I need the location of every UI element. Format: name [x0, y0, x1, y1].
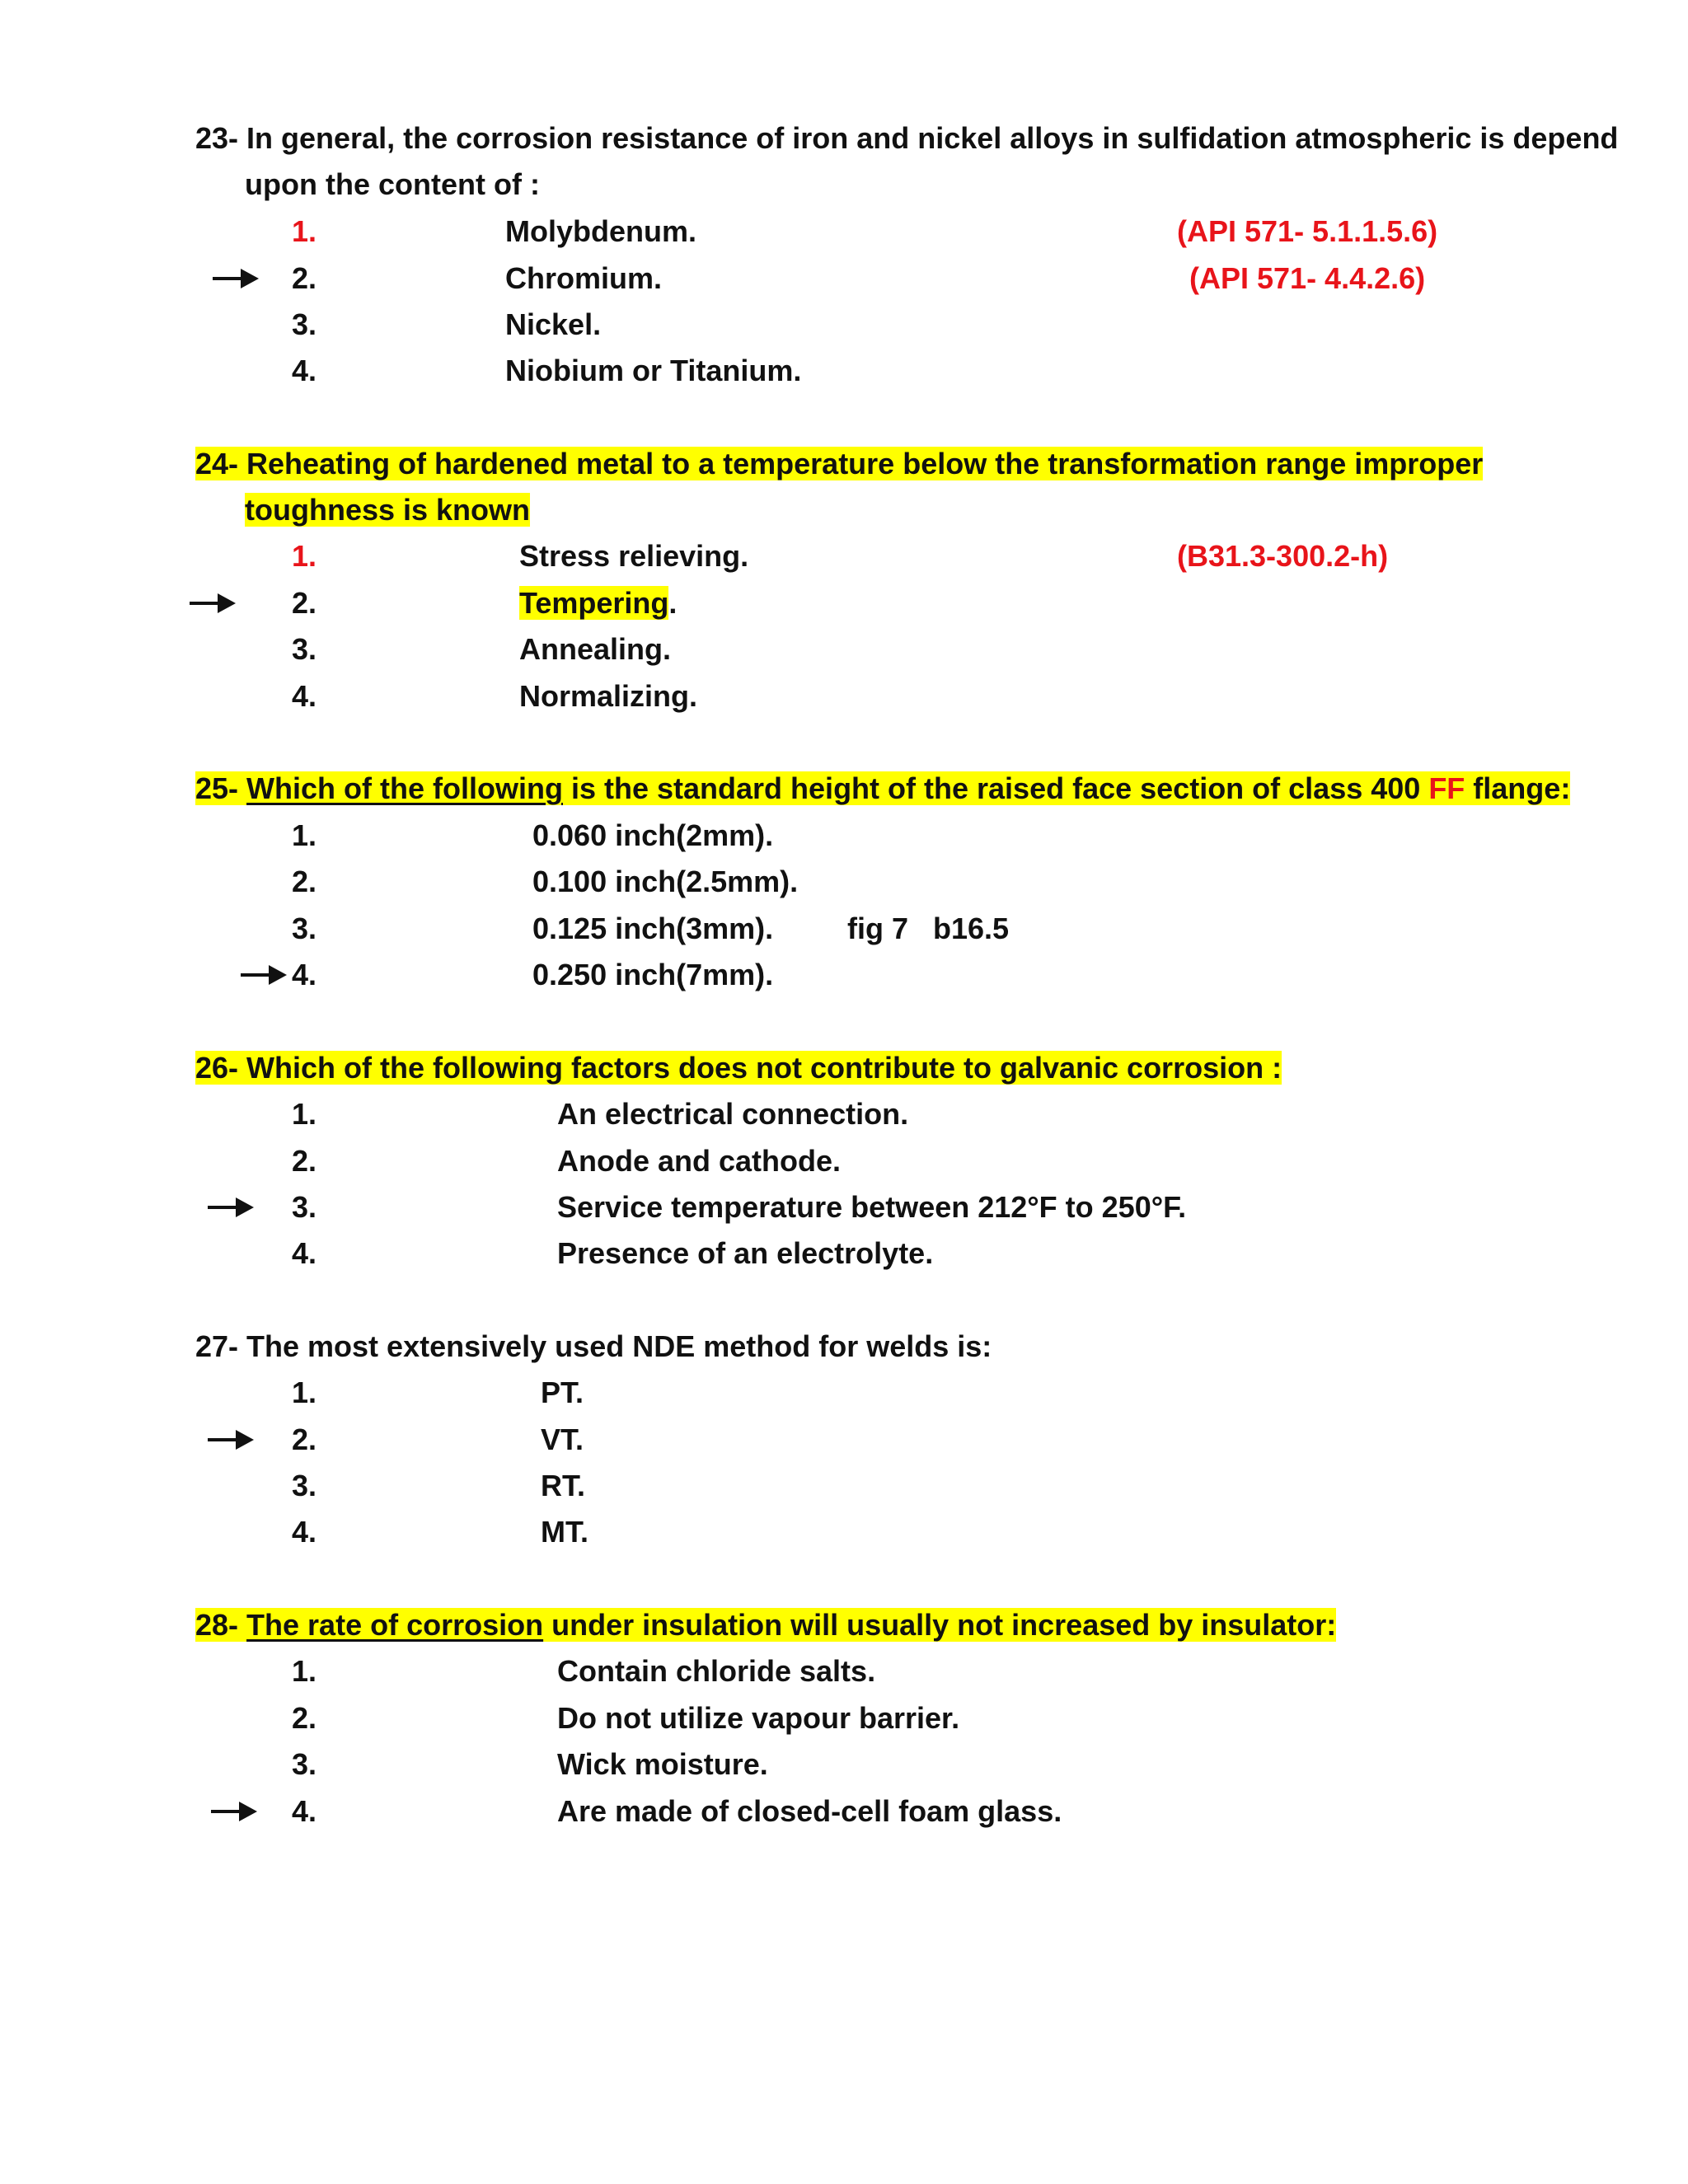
option-number: 1.: [292, 1376, 317, 1409]
option-suffix: .: [668, 586, 678, 620]
option-number: 2.: [292, 865, 317, 898]
option-number: 1.: [292, 214, 317, 248]
question-end: flange:: [1465, 771, 1571, 805]
option-number: 4.: [292, 354, 317, 387]
option-number: 2.: [292, 1701, 317, 1735]
option-number: 3.: [292, 1190, 317, 1224]
option-text: Do not utilize vapour barrier.: [557, 1701, 960, 1735]
option-text: Contain chloride salts.: [557, 1654, 876, 1688]
option-number: 4.: [292, 679, 317, 713]
answer-arrow-icon: [208, 1430, 254, 1450]
question-text-cont: upon the content of :: [245, 167, 540, 201]
question-mid: is the standard height of the raised face section of class 400: [562, 771, 1429, 805]
question-text-cont: [245, 490, 530, 530]
option-text: RT.: [541, 1469, 585, 1502]
option-number: 2.: [292, 1422, 317, 1456]
option-number: 3.: [292, 912, 317, 945]
underlined-text: The rate of corrosion: [246, 1608, 544, 1642]
option-text: [519, 583, 677, 623]
option-number: 1.: [292, 818, 317, 852]
option-text: 0.250 inch(7mm).: [532, 958, 774, 991]
underlined-text: Which of the following: [246, 771, 563, 805]
option-text: 0.125 inch(3mm).: [532, 912, 774, 945]
option-number: 2.: [292, 586, 317, 620]
option-text: Molybdenum.: [505, 214, 696, 248]
option-number: 1.: [292, 539, 317, 573]
red-text: FF: [1428, 771, 1465, 805]
option-text: MT.: [541, 1515, 588, 1549]
option-text: Anode and cathode.: [557, 1144, 842, 1178]
answer-arrow-icon: [208, 1197, 254, 1217]
option-text: PT.: [541, 1376, 584, 1409]
highlighted-text: toughness is known: [245, 493, 531, 527]
reference-citation: (API 571- 5.1.1.5.6): [1177, 214, 1438, 248]
answer-arrow-icon: [241, 965, 287, 985]
answer-arrow-icon: [211, 1802, 257, 1821]
option-text: 0.100 inch(2.5mm).: [532, 865, 799, 898]
question-text: [195, 1605, 1336, 1645]
option-text: Nickel.: [505, 307, 602, 341]
answer-arrow-icon: [213, 269, 259, 288]
option-number: 2.: [292, 261, 317, 295]
option-number: 3.: [292, 307, 317, 341]
option-text: 0.060 inch(2mm).: [532, 818, 774, 852]
highlighted-text: [195, 771, 1570, 805]
highlighted-answer: Tempering: [519, 586, 669, 620]
question-end: under insulation will usually not increased by insulator:: [543, 1608, 1337, 1642]
answer-arrow-icon: [190, 593, 236, 613]
highlighted-text: 26- Which of the following factors does not contribute to galvanic corrosion :: [195, 1051, 1282, 1085]
option-number: 3.: [292, 1469, 317, 1502]
option-number: 3.: [292, 632, 317, 666]
option-number: 3.: [292, 1747, 317, 1781]
question-text: 23- In general, the corrosion resistance of iron and nickel alloys in sulfidation atmospheric is depend: [195, 121, 1619, 155]
option-number: 4.: [292, 1515, 317, 1549]
option-text: Normalizing.: [519, 679, 698, 713]
option-number: 4.: [292, 1794, 317, 1828]
option-text: Are made of closed-cell foam glass.: [557, 1794, 1062, 1828]
option-text: VT.: [541, 1422, 584, 1456]
option-text: Niobium or Titanium.: [505, 354, 802, 387]
question-text: 27- The most extensively used NDE method for welds is:: [195, 1329, 992, 1363]
margin-note: fig 7 b16.5: [847, 912, 1010, 945]
question-number: 28-: [195, 1608, 247, 1642]
option-text: Wick moisture.: [557, 1747, 768, 1781]
option-text: Stress relieving.: [519, 539, 749, 573]
option-text: Chromium.: [505, 261, 663, 295]
option-number: 4.: [292, 1236, 317, 1270]
option-number: 1.: [292, 1654, 317, 1688]
option-text: Service temperature between 212°F to 250°F.: [557, 1190, 1187, 1224]
reference-citation: (API 571- 4.4.2.6): [1189, 261, 1426, 295]
question-text: [195, 1048, 1282, 1088]
option-number: 2.: [292, 1144, 317, 1178]
option-number: 1.: [292, 1097, 317, 1131]
highlighted-text: 24- Reheating of hardened metal to a temperature below the transformation range improper: [195, 447, 1484, 480]
highlighted-text: [195, 1608, 1336, 1642]
question-text: [195, 444, 1483, 484]
question-number: 25-: [195, 771, 247, 805]
option-number: 4.: [292, 958, 317, 991]
reference-citation: (B31.3-300.2-h): [1177, 539, 1389, 573]
option-text: An electrical connection.: [557, 1097, 909, 1131]
question-text: [195, 769, 1570, 808]
option-text: Presence of an electrolyte.: [557, 1236, 934, 1270]
option-text: Annealing.: [519, 632, 672, 666]
